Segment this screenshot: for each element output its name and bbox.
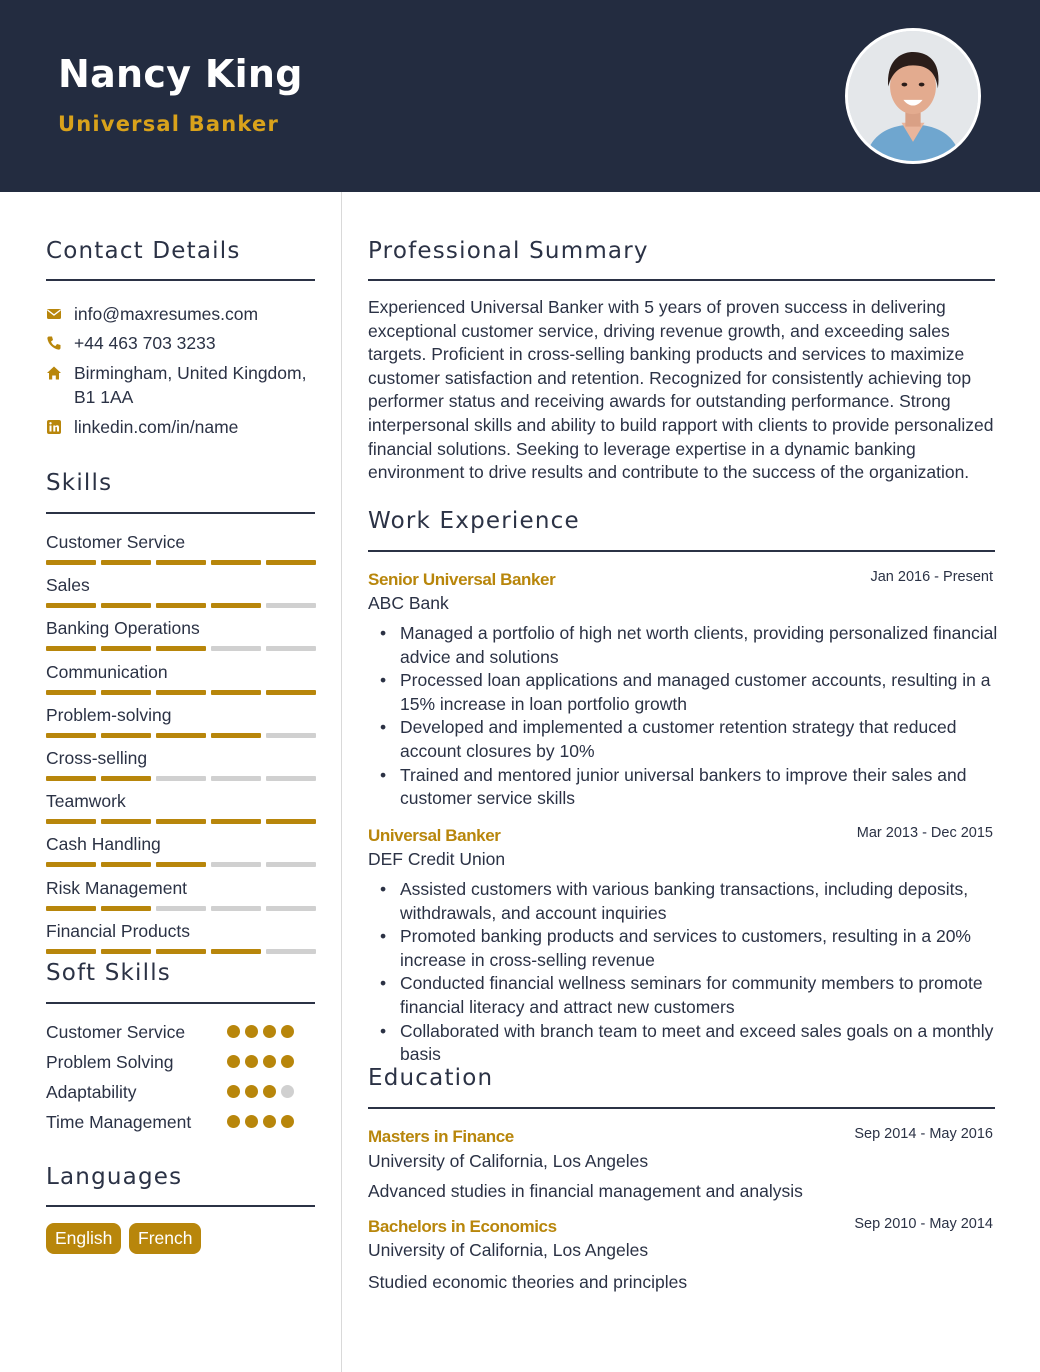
skill-level-segment bbox=[46, 646, 96, 651]
skill-level-segment bbox=[266, 776, 316, 781]
home-icon bbox=[46, 361, 74, 385]
skill-label: Cross-selling bbox=[46, 748, 148, 768]
skill-level-segment bbox=[156, 776, 206, 781]
job-bullet: • Processed loan applications and managed customer accounts, resulting in a 15% increase in loan portfolio growth bbox=[400, 669, 1000, 716]
skill-level-bar bbox=[46, 862, 316, 867]
skill-level-segment bbox=[156, 690, 206, 695]
degree-title: Masters in Finance bbox=[368, 1127, 514, 1146]
job-bullet: • Assisted customers with various banking transactions, including deposits, withdrawals, and account inquiries bbox=[400, 878, 1000, 925]
skill-level-bar bbox=[46, 560, 316, 565]
skills-rule bbox=[46, 512, 315, 514]
skill-level-segment bbox=[211, 603, 261, 608]
skill-level-segment bbox=[266, 603, 316, 608]
languages-heading: Languages bbox=[46, 1164, 183, 1190]
skill-label: Communication bbox=[46, 662, 168, 682]
skill-level-segment bbox=[46, 819, 96, 824]
candidate-name: Nancy King bbox=[58, 52, 303, 96]
profile-photo-illustration bbox=[848, 31, 978, 161]
skill-level-segment bbox=[101, 949, 151, 954]
skill-level-segment bbox=[101, 906, 151, 911]
skill-level-segment bbox=[156, 819, 206, 824]
linkedin-icon bbox=[46, 415, 74, 439]
skill-level-segment bbox=[46, 603, 96, 608]
skill-level-segment bbox=[101, 690, 151, 695]
skill-level-segment bbox=[266, 690, 316, 695]
skill-level-segment bbox=[101, 862, 151, 867]
experience-rule bbox=[368, 550, 995, 552]
skill-level-segment bbox=[101, 560, 151, 565]
soft-skill-dot bbox=[263, 1085, 276, 1098]
soft-skill-dot bbox=[281, 1115, 294, 1128]
skill-level-segment bbox=[211, 733, 261, 738]
contact-linkedin-text: linkedin.com/in/name bbox=[74, 417, 239, 437]
skill-label: Teamwork bbox=[46, 791, 126, 811]
soft-skill-label: Adaptability bbox=[46, 1082, 137, 1102]
job-bullet: • Trained and mentored junior universal bankers to improve their sales and customer service skills bbox=[400, 764, 1000, 811]
skill-level-segment bbox=[101, 819, 151, 824]
skill-level-segment bbox=[156, 906, 206, 911]
skill-level-segment bbox=[211, 949, 261, 954]
profile-photo bbox=[845, 28, 981, 164]
degree-description: Advanced studies in financial management and analysis bbox=[368, 1181, 803, 1201]
phone-icon bbox=[46, 331, 74, 355]
soft-skills-heading: Soft Skills bbox=[46, 960, 171, 986]
skill-level-segment bbox=[156, 603, 206, 608]
skill-level-bar bbox=[46, 646, 316, 651]
soft-skill-dot bbox=[263, 1115, 276, 1128]
soft-skills-rule bbox=[46, 1002, 315, 1004]
skill-level-segment bbox=[101, 646, 151, 651]
skill-level-segment bbox=[266, 733, 316, 738]
contact-email-text: info@maxresumes.com bbox=[74, 304, 259, 324]
language-pill: English bbox=[46, 1223, 121, 1254]
contact-heading: Contact Details bbox=[46, 238, 241, 264]
skill-level-segment bbox=[46, 862, 96, 867]
soft-skill-label: Problem Solving bbox=[46, 1052, 174, 1072]
skill-level-segment bbox=[211, 862, 261, 867]
skill-label: Problem-solving bbox=[46, 705, 172, 725]
skill-label: Customer Service bbox=[46, 532, 186, 552]
education-rule bbox=[368, 1107, 995, 1109]
job-company: ABC Bank bbox=[368, 593, 449, 613]
soft-skill-dot bbox=[227, 1055, 240, 1068]
school-name: University of California, Los Angeles bbox=[368, 1240, 649, 1260]
job-dates: Jan 2016 - Present bbox=[870, 569, 993, 585]
skill-level-segment bbox=[266, 862, 316, 867]
skill-level-segment bbox=[266, 949, 316, 954]
soft-skill-dot bbox=[227, 1085, 240, 1098]
contact-address bbox=[46, 361, 319, 409]
skill-level-bar bbox=[46, 690, 316, 695]
skill-level-segment bbox=[46, 906, 96, 911]
soft-skill-dot bbox=[227, 1025, 240, 1038]
job-bullet: • Conducted financial wellness seminars for community members to promote financial literacy and attract new customers bbox=[400, 972, 1000, 1019]
degree-dates: Sep 2014 - May 2016 bbox=[854, 1126, 993, 1142]
job-bullet: • Managed a portfolio of high net worth clients, providing personalized financial advice and solutions bbox=[400, 622, 1000, 669]
contact-linkedin[interactable] bbox=[46, 415, 319, 439]
soft-skill-dot bbox=[245, 1115, 258, 1128]
column-divider bbox=[341, 192, 342, 1372]
skill-level-segment bbox=[211, 906, 261, 911]
skill-level-segment bbox=[46, 949, 96, 954]
soft-skill-dot bbox=[263, 1025, 276, 1038]
skill-level-segment bbox=[156, 733, 206, 738]
job-bullets bbox=[400, 622, 1000, 811]
job-title: Universal Banker bbox=[368, 826, 501, 845]
job-title: Senior Universal Banker bbox=[368, 570, 556, 589]
summary-rule bbox=[368, 279, 995, 281]
experience-heading: Work Experience bbox=[368, 508, 580, 534]
contact-rule bbox=[46, 279, 315, 281]
skill-level-bar bbox=[46, 819, 316, 824]
contact-phone-text: +44 463 703 3233 bbox=[74, 333, 216, 353]
job-bullets bbox=[400, 878, 1000, 1067]
soft-skill-dot bbox=[281, 1055, 294, 1068]
degree-description: Studied economic theories and principles bbox=[368, 1272, 688, 1292]
language-pill: French bbox=[129, 1223, 201, 1254]
soft-skill-label: Customer Service bbox=[46, 1022, 186, 1042]
languages-rule bbox=[46, 1205, 315, 1207]
skill-label: Cash Handling bbox=[46, 834, 161, 854]
skill-level-segment bbox=[266, 560, 316, 565]
soft-skill-dot bbox=[281, 1025, 294, 1038]
skill-level-segment bbox=[46, 560, 96, 565]
education-heading: Education bbox=[368, 1065, 494, 1091]
skill-level-segment bbox=[211, 819, 261, 824]
skill-level-segment bbox=[156, 949, 206, 954]
degree-dates: Sep 2010 - May 2014 bbox=[854, 1216, 993, 1232]
skill-level-segment bbox=[156, 862, 206, 867]
skill-level-segment bbox=[156, 646, 206, 651]
skill-level-segment bbox=[211, 646, 261, 651]
skill-level-segment bbox=[101, 776, 151, 781]
resume-header bbox=[0, 0, 1040, 192]
job-company: DEF Credit Union bbox=[368, 849, 506, 869]
soft-skill-dot bbox=[245, 1085, 258, 1098]
skill-level-bar bbox=[46, 949, 316, 954]
skill-level-segment bbox=[266, 906, 316, 911]
job-dates: Mar 2013 - Dec 2015 bbox=[856, 825, 993, 841]
mail-icon bbox=[46, 302, 74, 326]
soft-skill-dot bbox=[245, 1025, 258, 1038]
contact-email[interactable] bbox=[46, 302, 319, 326]
contact-address-text: Birmingham, United Kingdom, B1 1AA bbox=[74, 363, 307, 407]
job-bullet: • Promoted banking products and services to customers, resulting in a 20% increase in cross-selling revenue bbox=[400, 925, 1000, 972]
soft-skill-dot bbox=[263, 1055, 276, 1068]
skill-level-bar bbox=[46, 603, 316, 608]
skill-label: Banking Operations bbox=[46, 618, 200, 638]
contact-phone[interactable] bbox=[46, 331, 319, 355]
skill-level-segment bbox=[266, 646, 316, 651]
skill-level-segment bbox=[46, 690, 96, 695]
skill-level-bar bbox=[46, 733, 316, 738]
school-name: University of California, Los Angeles bbox=[368, 1151, 649, 1171]
skill-level-segment bbox=[211, 776, 261, 781]
degree-title: Bachelors in Economics bbox=[368, 1217, 557, 1236]
skill-level-segment bbox=[266, 819, 316, 824]
skill-level-bar bbox=[46, 906, 316, 911]
skill-level-segment bbox=[46, 776, 96, 781]
skill-label: Financial Products bbox=[46, 921, 190, 941]
soft-skill-dot bbox=[227, 1115, 240, 1128]
skill-level-segment bbox=[211, 690, 261, 695]
skill-level-segment bbox=[156, 560, 206, 565]
soft-skill-label: Time Management bbox=[46, 1112, 192, 1132]
skill-label: Risk Management bbox=[46, 878, 188, 898]
job-bullet: • Developed and implemented a customer retention strategy that reduced account closures by 10% bbox=[400, 716, 1000, 763]
summary-text: Experienced Universal Banker with 5 years of proven success in delivering exceptional customer service, driving revenue growth, and exceeding sales targets. Proficient in cross-selling banking products and services to maximize customer satisfaction and retention. Recognized for consistently achieving top performer status and receiving awards for outstanding performance. Strong interpersonal skills and ability to build rapport with clients to provide personalized financial solutions. Seeking to leverage expertise in a dynamic banking environment to drive results and contribute to the success of the organization. bbox=[368, 297, 994, 483]
skills-heading: Skills bbox=[46, 470, 113, 496]
summary-heading: Professional Summary bbox=[368, 238, 649, 264]
skill-level-segment bbox=[46, 733, 96, 738]
skill-level-segment bbox=[101, 603, 151, 608]
soft-skill-dot bbox=[281, 1085, 294, 1098]
skill-level-bar bbox=[46, 776, 316, 781]
skill-level-segment bbox=[211, 560, 261, 565]
soft-skill-dot bbox=[245, 1055, 258, 1068]
skill-label: Sales bbox=[46, 575, 90, 595]
job-bullet: • Collaborated with branch team to meet and exceed sales goals on a monthly basis bbox=[400, 1020, 1000, 1067]
candidate-title: Universal Banker bbox=[58, 112, 279, 136]
skill-level-segment bbox=[101, 733, 151, 738]
